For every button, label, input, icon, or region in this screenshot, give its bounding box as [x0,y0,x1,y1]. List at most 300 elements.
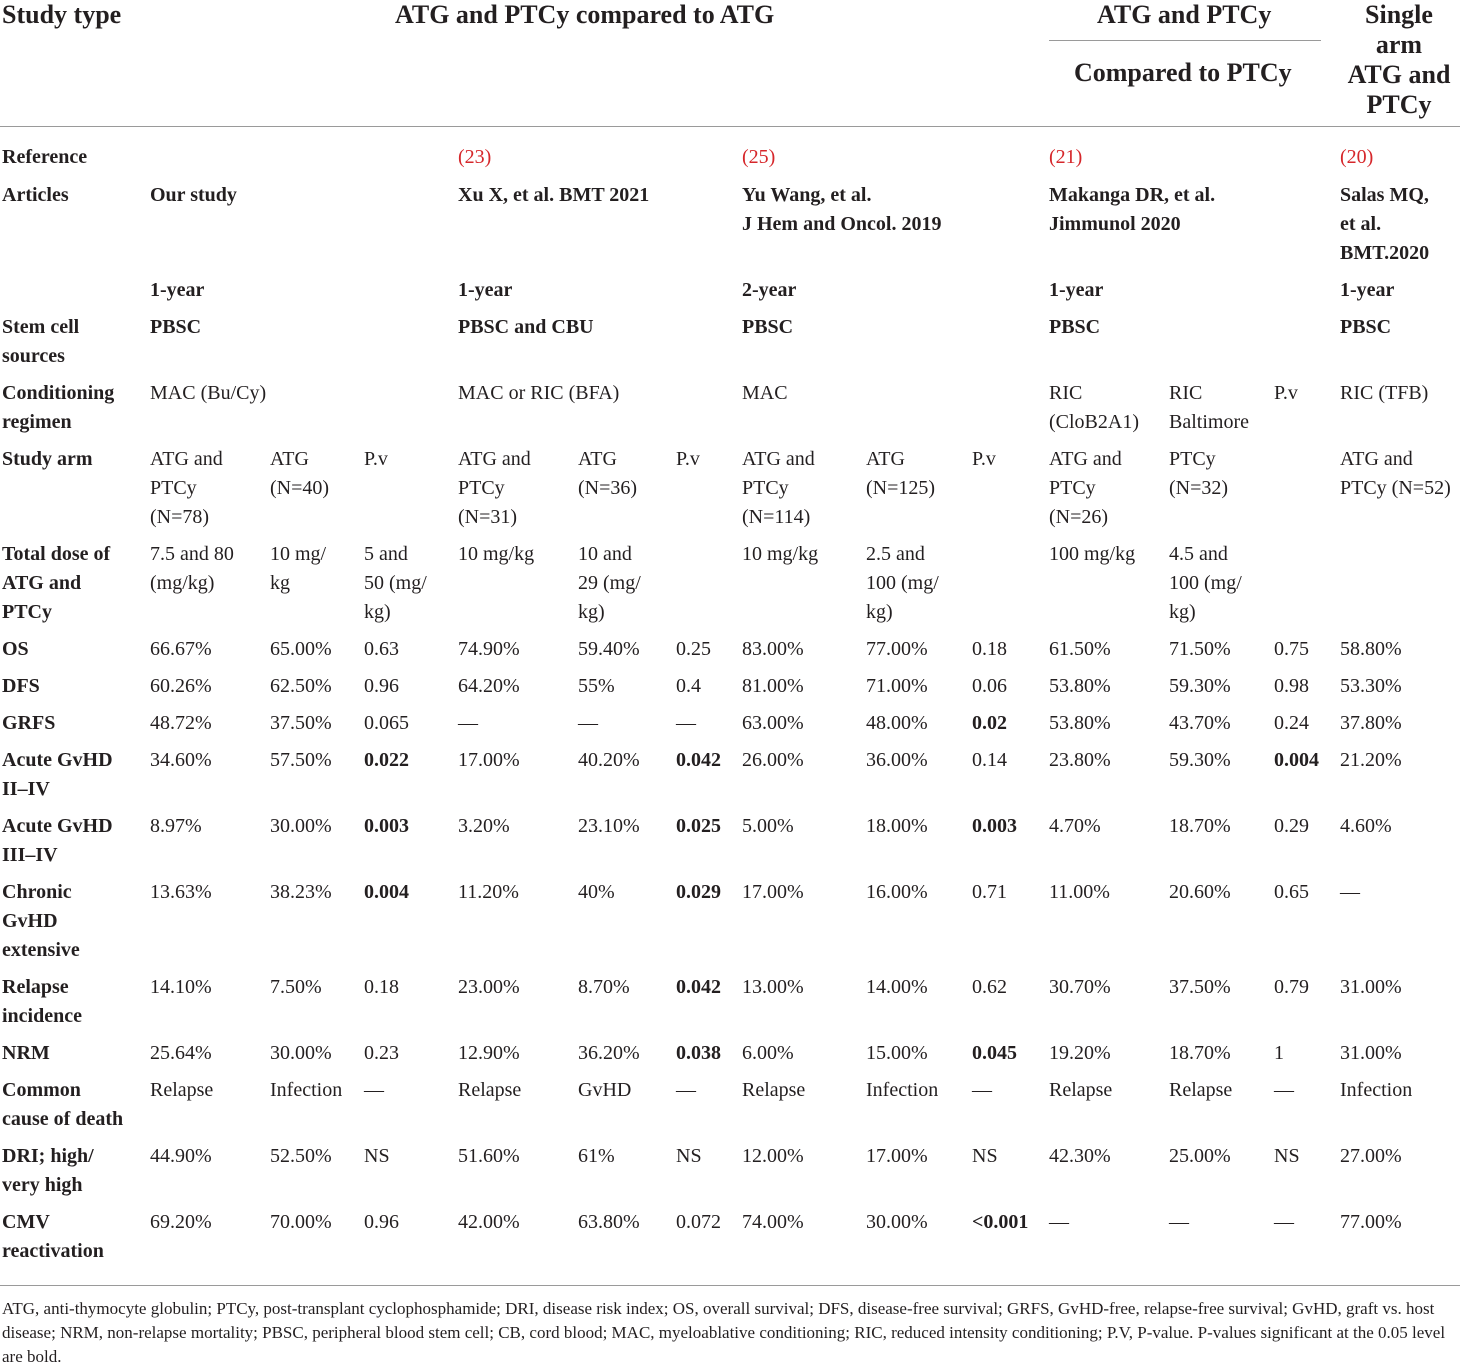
cell-line: ATG and [1340,448,1413,470]
outcome-value-cell: 31.00% [1340,976,1402,998]
followup-cell: 1-year [150,279,205,301]
cell-line: RIC [1169,382,1203,404]
p-value-cell: 0.045 [972,1042,1017,1064]
p-value-cell: 0.022 [364,749,409,771]
outcome-value-cell: Infection [866,1079,939,1101]
study-arm-cell [150,445,223,532]
cell-line: PTCy [1169,448,1216,470]
outcome-value-cell: 17.00% [742,881,804,903]
outcome-value-cell: 12.90% [458,1042,520,1064]
study-arm-cell [1169,445,1228,503]
cell-line: (N=31) [458,506,518,528]
cell-line: (N=40) [270,477,330,499]
cell-line: RIC [1049,382,1083,404]
followup-cell: 1-year [1049,279,1104,301]
outcome-value-cell: 27.00% [1340,1145,1402,1167]
outcome-value-cell: 14.00% [866,976,928,998]
p-value-cell: 0.25 [676,638,711,660]
cell-line: OS [2,638,29,660]
outcome-value-cell: 61.50% [1049,638,1111,660]
p-value-cell: 0.025 [676,815,721,837]
article-cell [458,181,649,210]
p-value-cell: 0.003 [972,815,1017,837]
p-value-cell: 0.042 [676,749,721,771]
row-label-outcome [2,878,80,965]
outcome-value-cell: 25.64% [150,1042,212,1064]
p-value-cell: NS [1274,1145,1300,1167]
cell-line: PTCy [742,477,789,499]
cell-line: ATG and [150,448,223,470]
outcome-value-cell: Relapse [1049,1079,1113,1101]
p-value-cell: 0.003 [364,815,409,837]
outcome-value-cell: 13.63% [150,881,212,903]
cell-line: MAC or RIC (BFA) [458,382,620,404]
outcome-value-cell: 43.70% [1169,712,1231,734]
cell-line: 29 (mg/ [578,572,641,594]
outcome-value-cell: 30.00% [866,1211,928,1233]
dose-cell [742,540,818,569]
followup-cell: 1-year [458,279,513,301]
p-value-cell: 0.98 [1274,675,1309,697]
row-label-outcome [2,746,113,804]
outcome-value-cell: 71.50% [1169,638,1231,660]
header-bottom-rule [0,126,1460,127]
cell-line: DFS [2,675,40,697]
outcome-value-cell: 69.20% [150,1211,212,1233]
row-label-outcome [2,1142,94,1200]
cell-line: Common [2,1079,81,1101]
table-bottom-rule [0,1285,1460,1286]
outcome-value-cell: 8.70% [578,976,630,998]
cell-line: kg) [364,601,391,623]
outcome-value-cell: 4.70% [1049,815,1101,837]
article-line: BMT.2020 [1340,242,1430,264]
outcome-value-cell: 59.30% [1169,675,1231,697]
header-group-atg-ptcy-vs-atg: ATG and PTCy compared to ATG [395,0,775,29]
dose-cell [150,540,234,598]
stem-cell-value: PBSC [742,316,794,338]
cell-line: Acute GvHD [2,749,113,771]
label-line: Stem cell [2,316,80,338]
reference-link[interactable]: (23) [458,146,492,168]
outcome-value-cell: 37.50% [1169,976,1231,998]
outcome-value-cell: 31.00% [1340,1042,1402,1064]
outcome-value-cell: 51.60% [458,1145,520,1167]
outcome-value-cell: 30.00% [270,1042,332,1064]
outcome-value-cell: 37.80% [1340,712,1402,734]
row-label-study-arm: Study arm [2,448,93,470]
cell-line: PTCy [458,477,505,499]
cell-line: GvHD [2,910,58,932]
cell-line: Total dose of [2,543,111,565]
outcome-value-cell: 13.00% [742,976,804,998]
p-value-cell: 0.75 [1274,638,1309,660]
cell-line: Baltimore [1169,411,1249,433]
outcome-value-cell: — [1169,1211,1189,1233]
outcome-value-cell: 60.26% [150,675,212,697]
study-arm-cell [364,445,388,474]
article-cell [1049,181,1215,239]
conditioning-cell [150,379,266,408]
cell-line: (N=36) [578,477,638,499]
cell-line: 100 mg/kg [1049,543,1136,565]
outcome-value-cell: 37.50% [270,712,332,734]
outcome-value-cell: 36.00% [866,749,928,771]
p-value-cell: 0.96 [364,1211,399,1233]
header-single-line: ATG and [1347,60,1451,89]
outcome-value-cell: Infection [270,1079,343,1101]
cell-line: (N=114) [742,506,811,528]
cell-line: ATG and [1049,448,1122,470]
study-arm-cell [578,445,637,503]
cell-line: P.v [364,448,388,470]
cell-line: 7.5 and 80 [150,543,234,565]
p-value-cell: NS [676,1145,702,1167]
stem-cell-value: PBSC and CBU [458,316,594,338]
outcome-value-cell: 71.00% [866,675,928,697]
outcome-value-cell: 11.00% [1049,881,1110,903]
label-line: regimen [2,411,72,433]
header-group-atg-ptcy: ATG and PTCy [1097,0,1272,29]
cell-line: cause of death [2,1108,124,1130]
article-line: Our study [150,184,237,206]
outcome-value-cell: 61% [578,1145,615,1167]
cell-line: 10 mg/kg [458,543,535,565]
p-value-cell: 0.65 [1274,881,1309,903]
outcome-value-cell: 44.90% [150,1145,212,1167]
reference-link[interactable]: (25) [742,146,776,168]
p-value-cell: <0.001 [972,1211,1029,1233]
p-value-cell: 0.004 [1274,749,1319,771]
p-value-cell: — [676,1079,696,1101]
cell-line: GRFS [2,712,56,734]
outcome-value-cell: 55% [578,675,615,697]
dose-cell [270,540,326,598]
p-value-cell: — [676,712,696,734]
p-value-cell: 0.96 [364,675,399,697]
cell-line: 100 (mg/ [866,572,939,594]
header-single-line: Single [1365,0,1433,29]
header-single-line: PTCy [1366,90,1432,119]
table-footnote: ATG, anti-thymocyte globulin; PTCy, post-transplant cyclophosphamide; DRI, disease risk index; OS, overall survival; DFS, disease-free survival; GRFS, GvHD-free, relapse-free survival; GvHD, graft vs. host disease; NRM, non-relapse mortality; PBSC, peripheral blood stem cell; CB, cord blood; MAC, myeloablative conditioning; RIC, reduced intensity conditioning; P.V, P-value. P-values significant at the 0.05 level are bold. [2,1299,1446,1366]
outcome-value-cell: GvHD [578,1079,632,1101]
cell-line: CMV [2,1211,50,1233]
outcome-value-cell: 63.00% [742,712,804,734]
p-value-cell: NS [972,1145,998,1167]
p-value-cell: 0.18 [364,976,399,998]
row-label-outcome [2,1039,50,1068]
article-cell [742,181,941,239]
p-value-cell: 0.029 [676,881,721,903]
row-label-reference: Reference [2,146,88,168]
conditioning-cell [742,379,788,408]
outcome-value-cell: 40% [578,881,615,903]
cell-line: (N=32) [1169,477,1229,499]
outcome-value-cell: 62.50% [270,675,332,697]
row-label-conditioning [2,379,114,437]
dose-cell [1169,540,1242,627]
outcome-value-cell: 59.30% [1169,749,1231,771]
label-line: Conditioning [2,382,115,404]
study-arm-cell [866,445,935,503]
article-line: J Hem and Oncol. 2019 [742,213,942,235]
article-line: et al. [1340,213,1382,235]
p-value-cell: NS [364,1145,390,1167]
p-value-cell: 0.004 [364,881,409,903]
conditioning-cell [1274,379,1298,408]
outcome-value-cell: 4.60% [1340,815,1392,837]
outcome-value-cell: 23.00% [458,976,520,998]
outcome-value-cell: 34.60% [150,749,212,771]
outcome-value-cell: 17.00% [866,1145,928,1167]
outcome-value-cell: 59.40% [578,638,640,660]
cell-line: PTCy [2,601,52,623]
outcome-value-cell: 63.80% [578,1211,640,1233]
p-value-cell: — [1274,1211,1294,1233]
label-line: sources [2,345,65,367]
conditioning-cell [1340,379,1428,408]
outcome-value-cell: 52.50% [270,1145,332,1167]
outcome-value-cell: 74.90% [458,638,520,660]
cell-line: Relapse [2,976,69,998]
cell-line: kg) [1169,601,1196,623]
article-line: Yu Wang, et al. [742,184,872,206]
outcome-value-cell: 81.00% [742,675,804,697]
article-cell [150,181,237,210]
followup-cell: 2-year [742,279,797,301]
outcome-value-cell: 5.00% [742,815,794,837]
header-single-line: arm [1375,30,1423,59]
p-value-cell: 0.71 [972,881,1007,903]
cell-line: NRM [2,1042,50,1064]
cell-line: kg) [866,601,893,623]
article-line: Salas MQ, [1340,184,1429,206]
p-value-cell: 0.23 [364,1042,399,1064]
dose-cell [364,540,427,627]
cell-line: Chronic [2,881,72,903]
outcome-value-cell: 53.80% [1049,712,1111,734]
outcome-value-cell: 18.70% [1169,815,1231,837]
cell-line: ATG and [458,448,531,470]
cell-line: MAC [742,382,788,404]
conditioning-cell [458,379,619,408]
outcome-value-cell: Infection [1340,1079,1413,1101]
cell-line: PTCy [150,477,197,499]
cell-line: (N=26) [1049,506,1109,528]
dose-cell [578,540,641,627]
cell-line: extensive [2,939,80,961]
article-line: Makanga DR, et al. [1049,184,1216,206]
outcome-value-cell: 30.70% [1049,976,1111,998]
cell-line: P.v [1274,382,1298,404]
stem-cell-value: PBSC [1340,316,1392,338]
dose-cell [458,540,534,569]
cell-line: Acute GvHD [2,815,113,837]
outcome-value-cell: — [578,712,598,734]
p-value-cell: 0.06 [972,675,1007,697]
row-label-outcome [2,672,40,701]
outcome-value-cell: 70.00% [270,1211,332,1233]
outcome-value-cell: 65.00% [270,638,332,660]
outcome-value-cell: — [1049,1211,1069,1233]
p-value-cell: 0.065 [364,712,409,734]
cell-line: 100 (mg/ [1169,572,1242,594]
outcome-value-cell: 16.00% [866,881,928,903]
outcome-value-cell: 18.00% [866,815,928,837]
study-arm-cell [270,445,329,503]
outcome-value-cell: — [458,712,478,734]
row-label-outcome [2,1208,104,1266]
cell-line: (N=78) [150,506,210,528]
outcome-value-cell: 8.97% [150,815,202,837]
cell-line: ATG and [2,572,82,594]
study-arm-cell [458,445,531,532]
article-line: Xu X, et al. BMT 2021 [458,184,650,206]
header-group-single-arm [1338,0,1460,120]
cell-line: 5 and [364,543,408,565]
cell-line: reactivation [2,1240,104,1262]
p-value-cell: 0.62 [972,976,1007,998]
outcome-value-cell: 53.80% [1049,675,1111,697]
article-cell [1340,181,1429,268]
outcome-value-cell: 40.20% [578,749,640,771]
study-arm-cell [1340,445,1451,503]
outcome-value-cell: 74.00% [742,1211,804,1233]
p-value-cell: 0.072 [676,1211,721,1233]
cell-line: P.v [972,448,996,470]
cell-line: 4.5 and [1169,543,1228,565]
reference-link[interactable]: (20) [1340,146,1374,168]
row-label-stem-cell [2,313,79,371]
outcome-value-cell: 57.50% [270,749,332,771]
row-label-outcome [2,1076,123,1134]
p-value-cell: 0.4 [676,675,701,697]
header-study-type: Study type [2,0,122,29]
row-label-articles: Articles [2,184,69,206]
cell-line: kg [270,572,290,594]
p-value-cell: 0.29 [1274,815,1309,837]
p-value-cell: 0.18 [972,638,1007,660]
dose-cell [1049,540,1135,569]
study-arm-cell [742,445,815,532]
reference-link[interactable]: (21) [1049,146,1083,168]
outcome-value-cell: Relapse [150,1079,214,1101]
cell-line: DRI; high/ [2,1145,94,1167]
study-arm-cell [676,445,700,474]
outcome-value-cell: 48.00% [866,712,928,734]
p-value-cell: 0.02 [972,712,1007,734]
p-value-cell: 0.042 [676,976,721,998]
cell-line: 50 (mg/ [364,572,427,594]
row-label-total-dose [2,540,110,627]
row-label-outcome [2,973,82,1031]
outcome-value-cell: 83.00% [742,638,804,660]
outcome-value-cell: 25.00% [1169,1145,1231,1167]
outcome-value-cell: 42.30% [1049,1145,1111,1167]
outcome-value-cell: 7.50% [270,976,322,998]
outcome-value-cell: Relapse [1169,1079,1233,1101]
outcome-value-cell: 58.80% [1340,638,1402,660]
outcome-value-cell: 3.20% [458,815,510,837]
outcome-value-cell: 14.10% [150,976,212,998]
cell-line: (CloB2A1) [1049,411,1139,433]
cell-line: (N=125) [866,477,936,499]
outcome-value-cell: 53.30% [1340,675,1402,697]
outcome-value-cell: 64.20% [458,675,520,697]
outcome-value-cell: 23.10% [578,815,640,837]
row-label-outcome [2,635,29,664]
stem-cell-value: PBSC [150,316,202,338]
outcome-value-cell: 15.00% [866,1042,928,1064]
outcome-value-cell: Relapse [742,1079,806,1101]
outcome-value-cell: 20.60% [1169,881,1231,903]
p-value-cell: 0.79 [1274,976,1309,998]
outcome-value-cell: 36.20% [578,1042,640,1064]
stem-cell-value: PBSC [1049,316,1101,338]
outcome-value-cell: 30.00% [270,815,332,837]
outcome-value-cell: 19.20% [1049,1042,1111,1064]
outcome-value-cell: 26.00% [742,749,804,771]
cell-line: III–IV [2,844,58,866]
outcome-value-cell: 11.20% [458,881,519,903]
p-value-cell: — [364,1079,384,1101]
cell-line: 2.5 and [866,543,925,565]
cell-line: PTCy [1049,477,1096,499]
outcome-value-cell: 17.00% [458,749,520,771]
article-line: Jimmunol 2020 [1049,213,1181,235]
study-arm-cell [1049,445,1122,532]
cell-line: RIC (TFB) [1340,382,1429,404]
cell-line: ATG [866,448,905,470]
cell-line: kg) [578,601,605,623]
p-value-cell: 1 [1274,1042,1284,1064]
outcome-value-cell: 38.23% [270,881,332,903]
cell-line: II–IV [2,778,50,800]
conditioning-cell [1169,379,1249,437]
outcome-value-cell: 42.00% [458,1211,520,1233]
cell-line: very high [2,1174,83,1196]
cell-line: (mg/kg) [150,572,215,594]
outcome-value-cell: 48.72% [150,712,212,734]
cell-line: 10 mg/ [270,543,327,565]
row-label-outcome [2,709,55,738]
outcome-value-cell: 21.20% [1340,749,1402,771]
outcome-value-cell: 6.00% [742,1042,794,1064]
outcome-value-cell: 18.70% [1169,1042,1231,1064]
outcome-value-cell: 77.00% [866,638,928,660]
outcome-value-cell: 12.00% [742,1145,804,1167]
study-arm-cell [972,445,996,474]
outcome-value-cell: — [1340,881,1360,903]
cell-line: MAC (Bu/Cy) [150,382,267,404]
header-subrule [1049,40,1321,41]
cell-line: incidence [2,1005,82,1027]
conditioning-cell [1049,379,1139,437]
row-label-outcome [2,812,113,870]
outcome-value-cell: 77.00% [1340,1211,1402,1233]
cell-line: P.v [676,448,700,470]
dose-cell [866,540,939,627]
cell-line: PTCy (N=52) [1340,477,1451,499]
p-value-cell: 0.24 [1274,712,1309,734]
outcome-value-cell: Relapse [458,1079,522,1101]
cell-line: 10 and [578,543,632,565]
p-value-cell: 0.63 [364,638,399,660]
cell-line: ATG [578,448,617,470]
p-value-cell: 0.14 [972,749,1007,771]
header-group-compared-to-ptcy: Compared to PTCy [1074,58,1292,87]
cell-line: ATG and [742,448,815,470]
